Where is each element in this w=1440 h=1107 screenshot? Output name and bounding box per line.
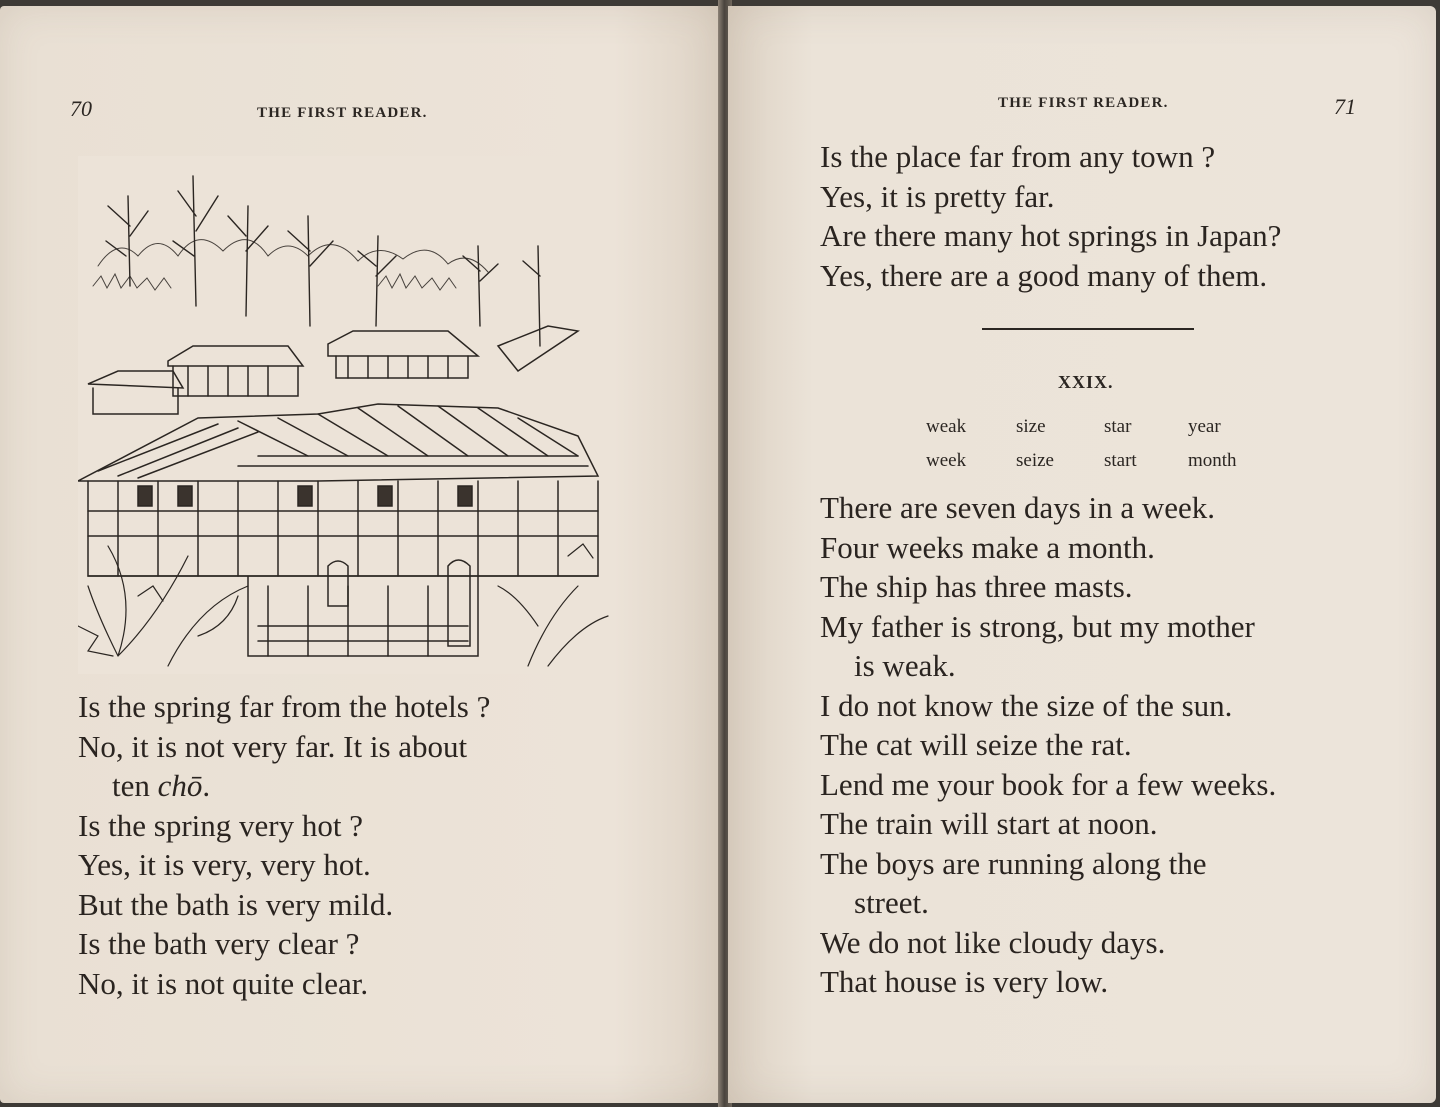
vocabulary-word: month bbox=[1188, 450, 1237, 471]
text-line: That house is very low. bbox=[820, 964, 1109, 999]
vocabulary-word: year bbox=[1188, 416, 1221, 437]
text-segment: . bbox=[202, 768, 211, 803]
right-page-top-text bbox=[820, 137, 1358, 295]
text-segment: ten bbox=[112, 768, 158, 803]
text-line: is weak. bbox=[854, 648, 956, 683]
left-page bbox=[0, 6, 722, 1103]
vocabulary-word: seize bbox=[1016, 450, 1054, 471]
text-line: Four weeks make a month. bbox=[820, 529, 1155, 565]
text-line bbox=[820, 844, 1358, 884]
hot-spring-hotels-illustration bbox=[78, 156, 612, 674]
vocabulary-word: start bbox=[1104, 450, 1137, 471]
section-divider bbox=[982, 328, 1194, 330]
page-number-right: 71 bbox=[1334, 94, 1356, 119]
page-number-left: 70 bbox=[70, 96, 92, 121]
text-line bbox=[78, 727, 614, 767]
text-line: Is the spring very hot ? bbox=[78, 807, 363, 843]
text-line: But the bath is very mild. bbox=[78, 886, 394, 922]
vocabulary-row bbox=[926, 410, 1237, 444]
text-line: There are seven days in a week. bbox=[820, 490, 1216, 525]
text-line: The train will start at noon. bbox=[820, 806, 1158, 841]
vocabulary-word: week bbox=[926, 450, 967, 471]
text-line: Yes, it is pretty far. bbox=[820, 178, 1055, 214]
left-page-text bbox=[78, 687, 614, 1003]
text-line: street. bbox=[854, 885, 929, 920]
text-line: Is the bath very clear ? bbox=[78, 926, 360, 961]
text-segment: No, it is not very far. It is about bbox=[78, 728, 468, 764]
text-line bbox=[820, 686, 1358, 726]
running-head-left: THE FIRST READER. bbox=[257, 105, 428, 121]
text-line: Is the spring far from the hotels ? bbox=[78, 689, 491, 724]
text-line bbox=[820, 607, 1358, 647]
text-line: Yes, there are a good many of them. bbox=[820, 257, 1268, 293]
running-head-right: THE FIRST READER. bbox=[998, 95, 1169, 111]
text-segment: I do not know the size of the sun. bbox=[820, 687, 1233, 723]
text-line: The cat will seize the rat. bbox=[820, 727, 1132, 762]
right-page-lesson-text bbox=[820, 488, 1358, 1002]
text-line: Is the place far from any town ? bbox=[820, 139, 1216, 174]
text-line: We do not like cloudy days. bbox=[820, 924, 1166, 960]
text-segment: My father is strong, but my mother bbox=[820, 608, 1255, 644]
text-line: The ship has three masts. bbox=[820, 569, 1133, 604]
text-line bbox=[78, 766, 614, 806]
text-line: No, it is not quite clear. bbox=[78, 965, 369, 1001]
vocabulary-word: weak bbox=[926, 416, 967, 437]
text-line: Are there many hot springs in Japan? bbox=[820, 218, 1282, 253]
vocabulary-word: size bbox=[1016, 416, 1046, 437]
text-line bbox=[820, 765, 1358, 805]
vocabulary-row bbox=[926, 444, 1237, 478]
vocabulary-list bbox=[926, 410, 1237, 478]
text-line: Yes, it is very, very hot. bbox=[78, 847, 371, 882]
text-segment: Lend me your book for a few weeks. bbox=[820, 766, 1277, 802]
text-segment: The boys are running along the bbox=[820, 845, 1207, 881]
lesson-title: XXIX. bbox=[1058, 372, 1114, 392]
italic-word: chō bbox=[157, 768, 203, 803]
vocabulary-word: star bbox=[1104, 416, 1132, 437]
